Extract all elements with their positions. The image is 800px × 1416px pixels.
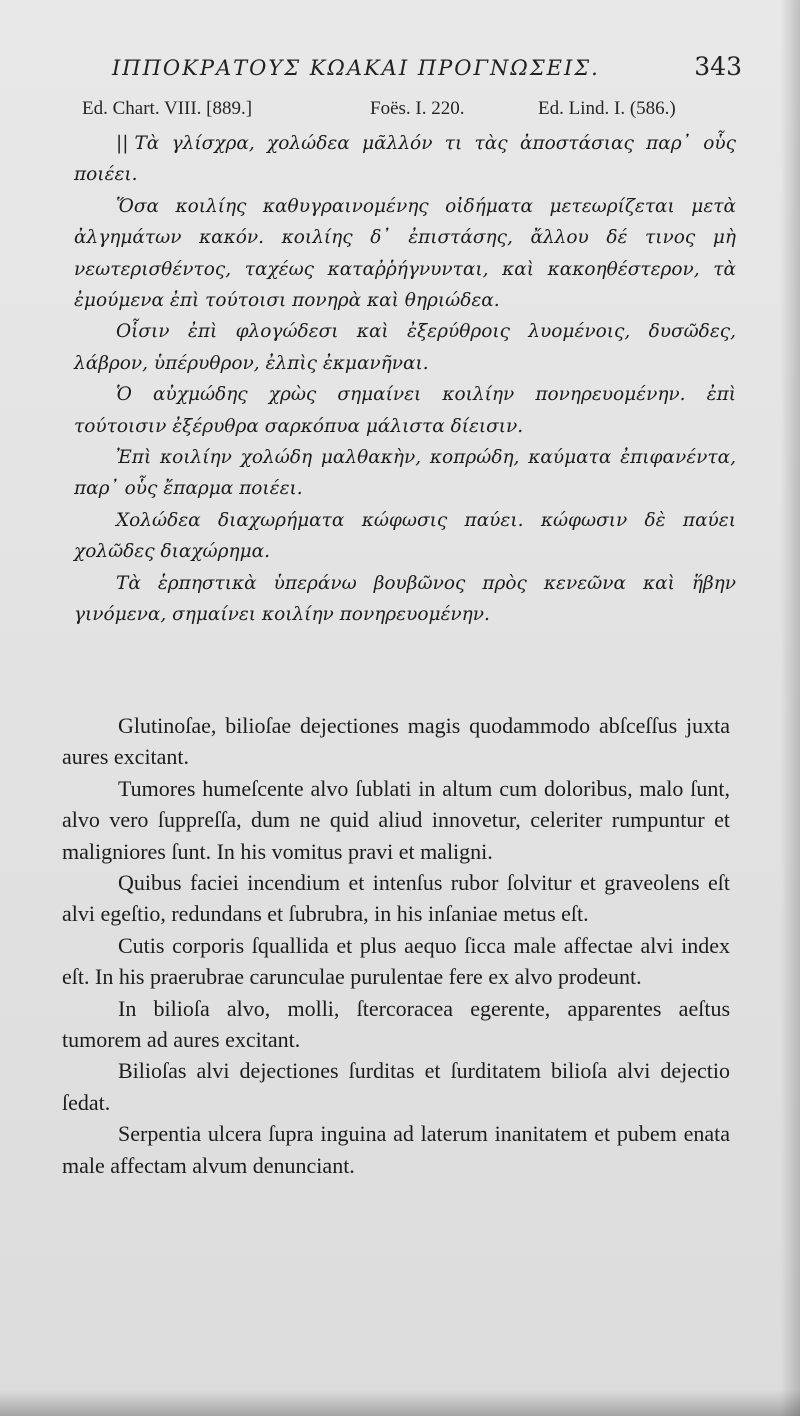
greek-paragraph: Τὰ ἑρπηστικὰ ὑπεράνω βουβῶνος πρὸς κενεῶνα καὶ ἥβην γινόμενα, σημαίνει κοιλίην πονηρευομένην.: [74, 572, 736, 626]
latin-paragraph: In bilioſa alvo, molli, ſtercoracea egerente, apparentes aeſtus tumorem ad aures excitant.: [62, 995, 730, 1053]
latin-paragraph: Cutis corporis ſquallida et plus aequo ſicca male affectae alvi index eſt. In his praerubrae carunculae purulentae fere ex alvo prodeunt.: [62, 932, 730, 990]
greek-paragraph: || Τὰ γλίσχρα, χολώδεα μᾶλλόν τι τὰς ἀποστάσιας παρ᾽ οὗς ποιέει.: [74, 133, 736, 186]
greek-paragraph: Οἷσιν ἐπὶ φλογώδεσι καὶ ἐξερύθροις λυομένοις, δυσῶδες, λάβρον, ὑπέρυθρον, ἐλπὶς ἐκμανῆναι.: [74, 321, 736, 374]
latin-paragraph: Quibus faciei incendium et intenſus rubor ſolvitur et graveolens eſt alvi egeſtio, redundans et ſubrubra, in his inſaniae metus eſt.: [62, 870, 730, 927]
page-break-marker: ||: [116, 133, 129, 154]
greek-paragraph: Ἐπὶ κοιλίην χολώδη μαλθακὴν, κοπρώδη, καύματα ἐπιφανέντα, παρ᾽ οὗς ἔπαρμα ποιέει.: [74, 447, 736, 500]
greek-text: [74, 128, 736, 631]
greek-paragraph: Χολώδεα διαχωρήματα κώφωσις παύει. κώφωσιν δὲ παύει χολῶδες διαχώρημα.: [74, 509, 736, 563]
latin-paragraph: Glutinoſae, bilioſae dejectiones magis quodammodo abſceſſus juxta aures excitant.: [62, 713, 730, 770]
latin-translation: [62, 710, 730, 1181]
greek-paragraph: Ὅσα κοιλίης καθυγραινομένης οἰδήματα μετεωρίζεται μετὰ ἀλγημάτων κακόν. κοιλίης δ᾽ ἐπιστάσης, ἄλλου δέ τινος μὴ νεωτερισθέντος, ταχέως καταῤῥήγνυνται, καὶ κακοηθέστερον, τὰ ἐμούμενα ἐπὶ τούτοισι πονηρὰ καὶ θηριώδεα.: [74, 195, 736, 312]
latin-paragraph: Serpentia ulcera ſupra inguina ad laterum inanitatem et pubem enata male affectam alvum denunciant.: [62, 1121, 730, 1178]
page-number: 343: [694, 52, 742, 81]
latin-paragraph: Tumores humeſcente alvo ſublati in altum cum doloribus, malo ſunt, alvo vero ſuppreſſa, dum ne quid aliud innovetur, celeriter rumpuntur et maligniores ſunt. In his vomitus pravi et maligni.: [62, 775, 730, 864]
edition-chartier-ref: Ed. Chart. VIII. [889.]: [82, 98, 253, 119]
running-head: [112, 52, 742, 88]
edition-foes-ref: Foës. I. 220.: [370, 98, 465, 119]
page-bottom-shadow: [0, 1390, 800, 1416]
latin-paragraph: Bilioſas alvi dejectiones ſurditas et ſurditatem bilioſa alvi dejectio ſedat.: [62, 1058, 730, 1115]
running-head-title: ΙΠΠΟΚΡΑΤΟΥΣ ΚΩΑΚΑΙ ΠΡΟΓΝΩΣΕΙΣ.: [112, 56, 600, 80]
page-edge-shadow: [780, 0, 800, 1416]
greek-paragraph: Ὁ αὐχμώδης χρὼς σημαίνει κοιλίην πονηρευομένην. ἐπὶ τούτοισιν ἐξέρυθρα σαρκόπυα μάλιστα δίεισιν.: [74, 384, 736, 437]
edition-lind-ref: Ed. Lind. I. (586.): [538, 98, 676, 119]
